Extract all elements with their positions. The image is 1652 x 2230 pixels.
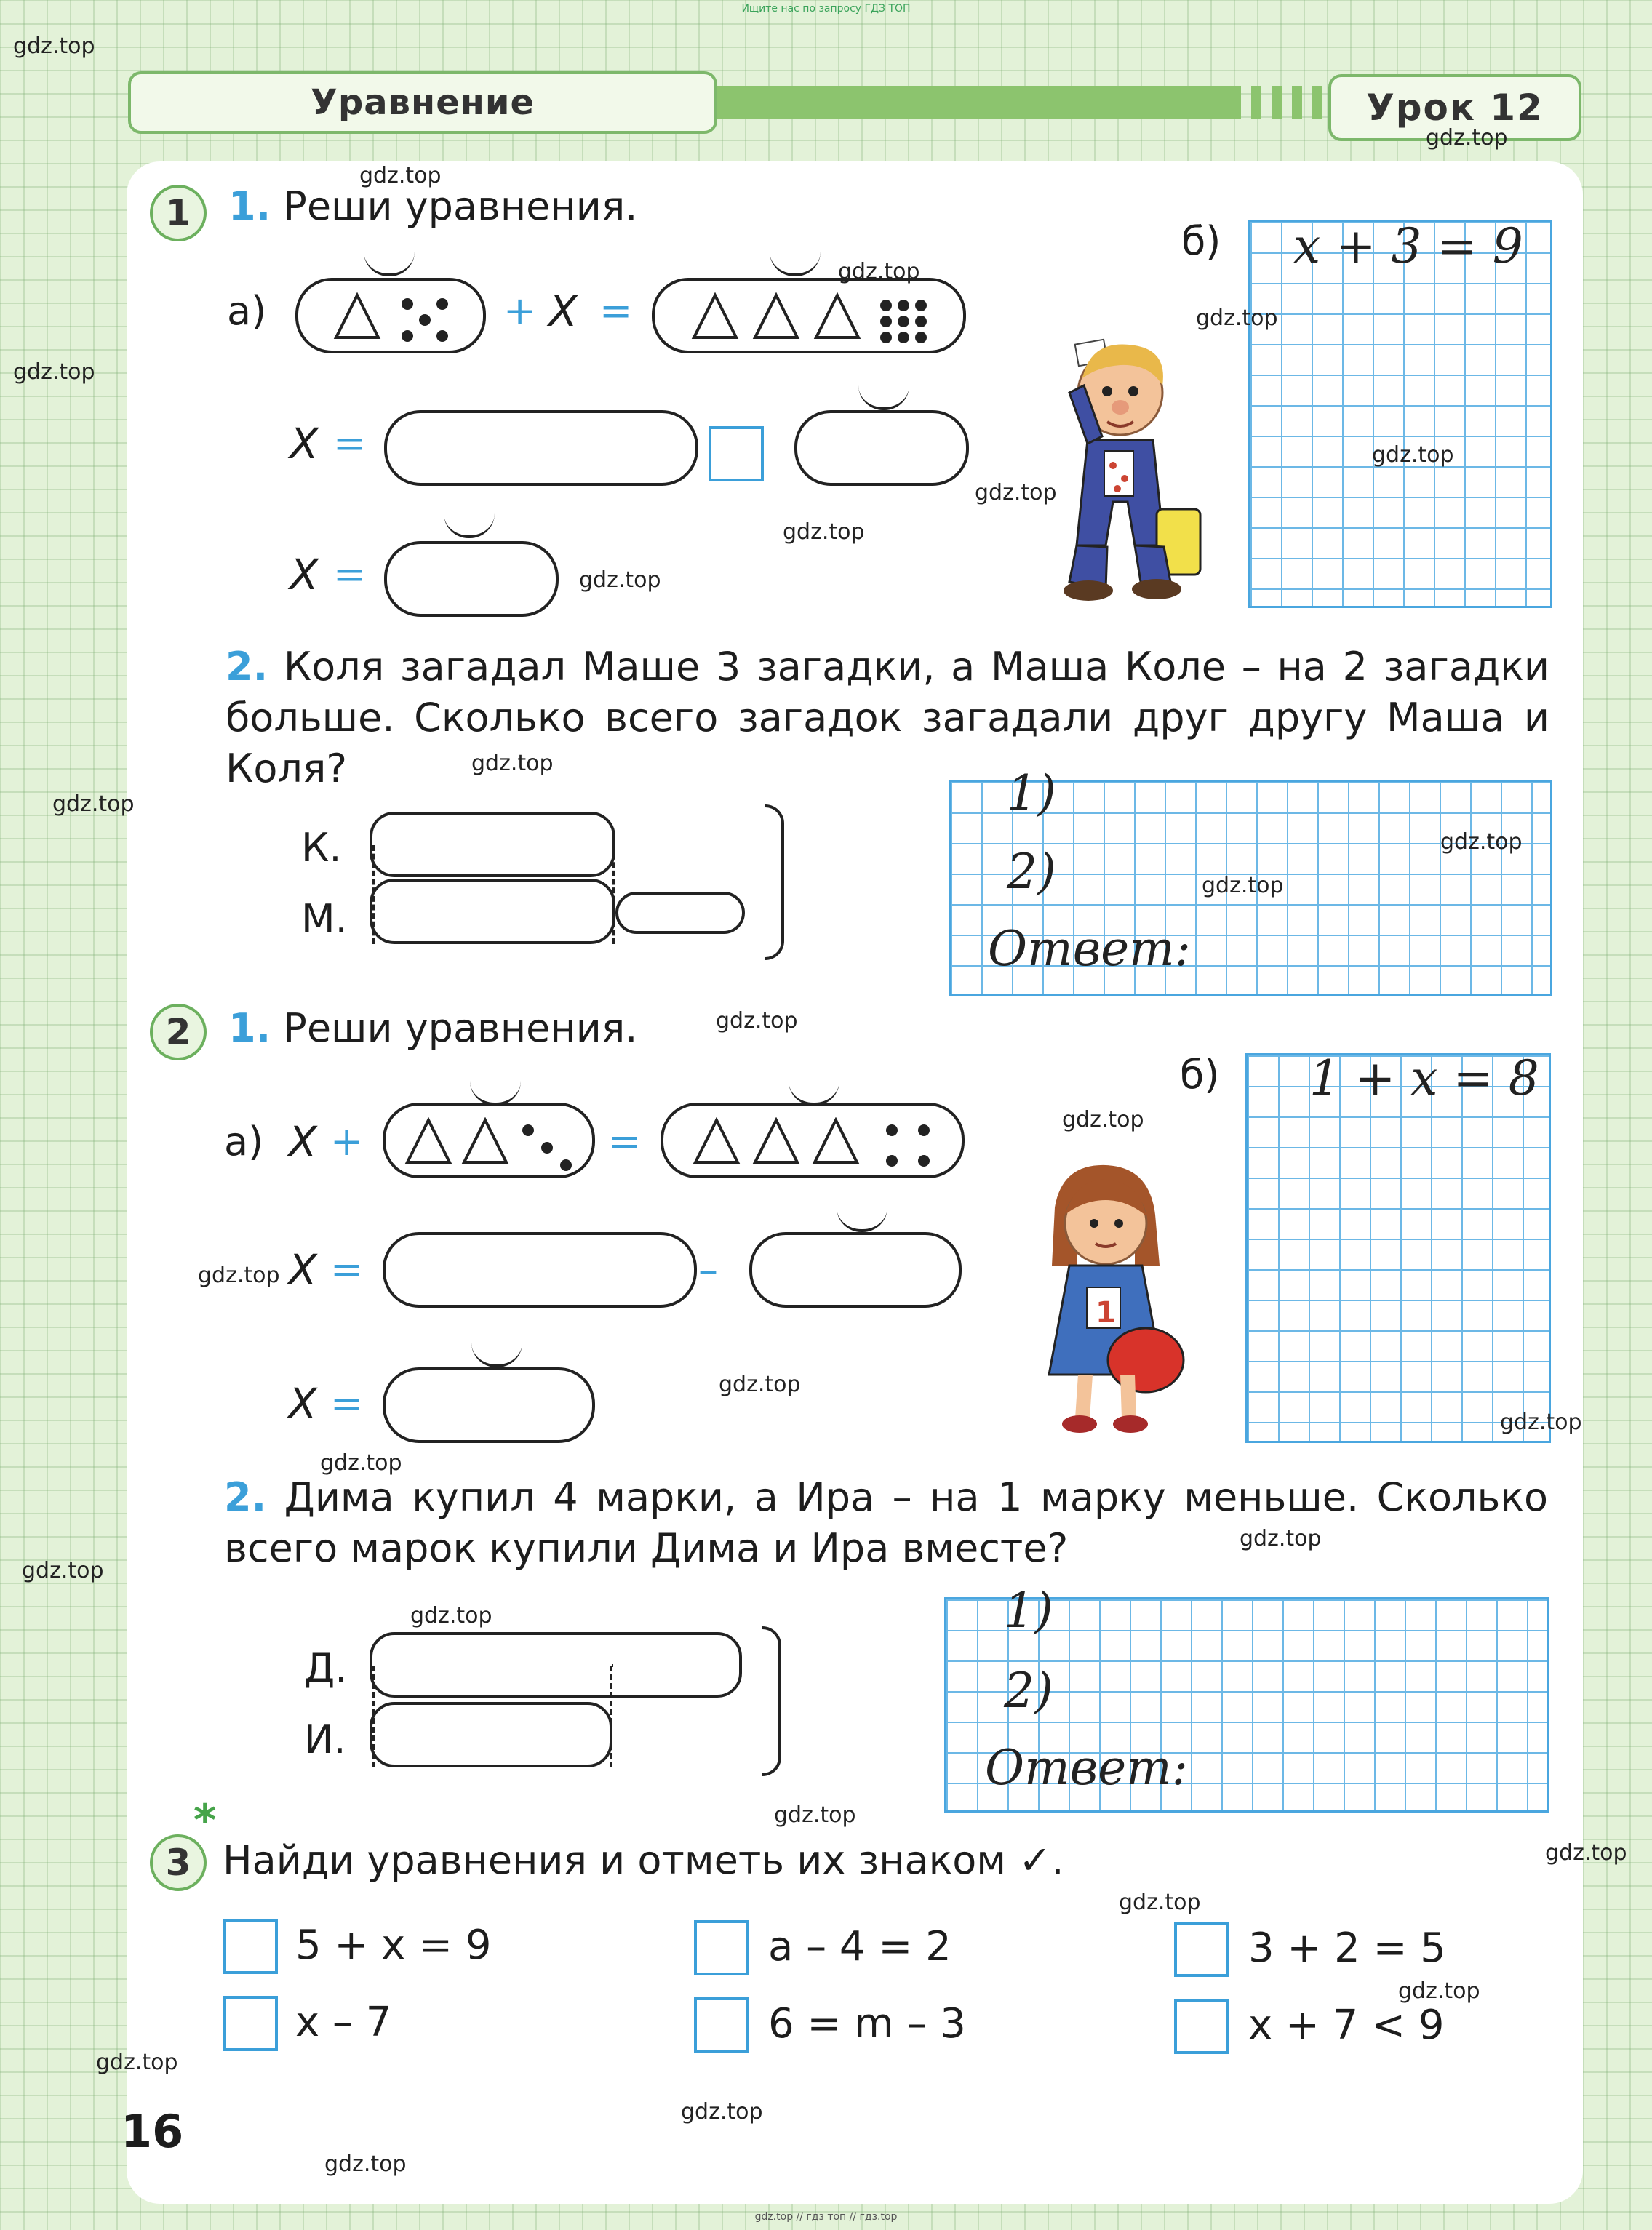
task-text: Реши уравнения.	[283, 183, 638, 229]
header-stripe	[1292, 86, 1302, 119]
equation-checkbox[interactable]	[223, 1919, 278, 1974]
equation-checkbox[interactable]	[223, 1996, 278, 2051]
dot	[402, 298, 413, 310]
bar-label-masha: М.	[301, 896, 348, 942]
topic-title: Уравнение	[128, 71, 717, 134]
watermark: gdz.top	[1240, 1526, 1322, 1551]
svg-text:1: 1	[1096, 1296, 1116, 1330]
equation-option: a – 4 = 2	[768, 1923, 951, 1970]
watermark: gdz.top	[22, 1558, 104, 1583]
equation-checkbox[interactable]	[694, 1997, 749, 2053]
equation-option: 5 + x = 9	[295, 1922, 492, 1969]
watermark: gdz.top	[471, 751, 554, 776]
watermark: gdz.top	[1062, 1107, 1144, 1132]
handwritten-equation: 𝑥 + 3 = 9	[1293, 218, 1523, 274]
bar-segment	[370, 1632, 742, 1698]
dot	[880, 332, 892, 343]
dot	[880, 316, 892, 327]
answer-step-1: 1)	[1004, 1583, 1053, 1639]
bar-label-kolya: К.	[301, 825, 342, 871]
section-3-instruction: Найди уравнения и отметь их знаком ✓.	[223, 1837, 1064, 1883]
dashed-divider	[612, 845, 615, 944]
bar-label-dima: Д.	[304, 1645, 348, 1691]
watermark: gdz.top	[579, 567, 661, 593]
part-b-label: б)	[1180, 1052, 1220, 1098]
task-text: Реши уравнения.	[283, 1005, 638, 1051]
equation-checkbox[interactable]	[1174, 1922, 1229, 1977]
dot	[880, 300, 892, 311]
watermark: gdz.top	[13, 359, 95, 385]
triangle-icon	[333, 292, 381, 340]
watermark: gdz.top	[1398, 1978, 1480, 2004]
dot	[560, 1159, 572, 1171]
task-number: 2.	[226, 644, 268, 690]
equals-sign: =	[599, 288, 633, 334]
lesson-label: Урок 12	[1328, 74, 1581, 141]
header-band	[717, 86, 1241, 119]
variable-x: X	[288, 1117, 317, 1167]
equation-checkbox[interactable]	[694, 1920, 749, 1975]
dot	[898, 316, 909, 327]
equation-option: 6 = m – 3	[768, 2000, 966, 2047]
plus-sign: +	[330, 1119, 364, 1164]
dashed-divider	[372, 845, 375, 944]
answer-pill[interactable]	[384, 410, 698, 486]
variable-x: X	[288, 1245, 317, 1295]
dot	[918, 1124, 930, 1136]
triangle-icon	[812, 1117, 860, 1165]
watermark: gdz.top	[719, 1372, 801, 1397]
triangle-icon	[461, 1117, 509, 1165]
watermark: gdz.top	[410, 1603, 492, 1628]
watermark: gdz.top	[1500, 1410, 1582, 1435]
watermark: gdz.top	[359, 163, 442, 188]
triangle-icon	[693, 1117, 741, 1165]
dot	[886, 1124, 898, 1136]
watermark: gdz.top	[1545, 1840, 1627, 1866]
plus-sign: +	[503, 288, 537, 334]
header-stripe	[1312, 86, 1322, 119]
watermark: gdz.top	[96, 2050, 178, 2075]
section-1-task-2	[226, 642, 1549, 794]
bar-segment	[370, 879, 615, 944]
variable-x: X	[290, 419, 319, 468]
dot	[402, 330, 413, 342]
minus-sign: –	[698, 1247, 718, 1292]
part-a-label: а)	[224, 1119, 264, 1164]
dot	[886, 1155, 898, 1167]
dot	[522, 1124, 534, 1136]
dot	[898, 332, 909, 343]
answer-label: Ответ:	[985, 1740, 1188, 1796]
equation-option: x + 7 < 9	[1248, 2002, 1445, 2049]
dot	[915, 316, 927, 327]
bar-mark	[612, 1664, 613, 1667]
section-2-task-2	[224, 1472, 1548, 1574]
boy-illustration	[1048, 305, 1222, 611]
bar-segment	[370, 812, 615, 877]
header-stripe	[1272, 86, 1282, 119]
triangle-icon	[752, 1117, 800, 1165]
watermark: gdz.top	[1372, 442, 1454, 468]
dot	[436, 330, 448, 342]
task-number: 2.	[224, 1474, 267, 1520]
bar-segment	[370, 1702, 612, 1767]
triangle-icon	[404, 1117, 452, 1165]
answer-pill[interactable]	[749, 1232, 962, 1308]
task-text: Коля загадал Маше 3 загадки, а Маша Коле – на 2 загадки больше. Сколько всего загадок загадали друг другу Маша и Коля?	[226, 644, 1549, 791]
page-number: 16	[121, 2105, 184, 2158]
sum-brace	[762, 1626, 781, 1776]
part-b-label: б)	[1181, 218, 1221, 264]
triangle-icon	[752, 292, 800, 340]
dot	[898, 300, 909, 311]
watermark: gdz.top	[1440, 829, 1523, 855]
dot	[419, 314, 431, 326]
answer-step-2: 2)	[1004, 1663, 1053, 1719]
equation-option: 3 + 2 = 5	[1248, 1925, 1446, 1972]
equation-pill	[295, 278, 486, 353]
top-hint: Ищите нас по запросу ГДЗ ТОП	[741, 3, 911, 15]
section-1-task-1	[228, 183, 637, 229]
watermark: gdz.top	[783, 519, 865, 545]
handwritten-equation: 1 + 𝑥 = 8	[1309, 1050, 1539, 1106]
watermark: gdz.top	[320, 1450, 402, 1476]
girl-illustration	[1026, 1156, 1193, 1440]
bar-extension	[615, 892, 745, 934]
operator-box[interactable]	[709, 426, 764, 481]
answer-grid[interactable]	[1245, 1053, 1551, 1443]
dot	[436, 298, 448, 310]
answer-grid[interactable]	[1248, 220, 1552, 608]
section-1-badge: 1	[150, 185, 207, 241]
triangle-icon	[813, 292, 861, 340]
answer-pill[interactable]	[383, 1232, 697, 1308]
watermark: gdz.top	[1119, 1890, 1201, 1915]
dashed-divider	[372, 1666, 375, 1767]
watermark: gdz.top	[52, 791, 135, 817]
watermark: gdz.top	[716, 1008, 798, 1034]
watermark: gdz.top	[681, 2099, 763, 2125]
star-icon: *	[193, 1795, 217, 1846]
section-3-badge: 3	[150, 1834, 207, 1891]
equation-option: x – 7	[295, 1999, 392, 2046]
answer-pill[interactable]	[383, 1367, 595, 1443]
dot	[915, 300, 927, 311]
part-a-label: а)	[227, 288, 267, 334]
watermark: gdz.top	[1426, 125, 1508, 151]
footer-hint: gdz.top // гдз топ // гдз.top	[754, 2211, 898, 2223]
equals-sign: =	[333, 420, 367, 466]
variable-x: X	[288, 1379, 317, 1428]
equals-sign: =	[608, 1119, 642, 1164]
watermark: gdz.top	[774, 1802, 856, 1828]
answer-step-2: 2)	[1007, 844, 1056, 900]
answer-pill[interactable]	[794, 410, 969, 486]
bar-label-ira: И.	[304, 1717, 346, 1762]
equation-checkbox[interactable]	[1174, 1999, 1229, 2054]
dot	[918, 1155, 930, 1167]
answer-step-1: 1)	[1007, 765, 1056, 821]
watermark: gdz.top	[1202, 873, 1284, 898]
equals-sign: =	[333, 551, 367, 597]
section-2-task-1	[228, 1005, 637, 1051]
dashed-divider	[610, 1666, 612, 1767]
watermark: gdz.top	[1196, 305, 1278, 331]
watermark: gdz.top	[975, 480, 1057, 505]
watermark: gdz.top	[838, 259, 920, 284]
watermark: gdz.top	[13, 33, 95, 59]
variable-x: X	[548, 287, 578, 336]
answer-pill[interactable]	[384, 541, 559, 617]
task-text: Дима купил 4 марки, а Ира – на 1 марку меньше. Сколько всего марок купили Дима и Ира вместе?	[224, 1474, 1549, 1571]
triangle-icon	[691, 292, 739, 340]
dot	[915, 332, 927, 343]
equals-sign: =	[330, 1380, 364, 1426]
task-number: 1.	[228, 1005, 271, 1051]
equals-sign: =	[330, 1247, 364, 1292]
header-stripe	[1251, 86, 1261, 119]
sum-brace	[765, 804, 784, 960]
task-number: 1.	[228, 183, 271, 229]
watermark: gdz.top	[324, 2151, 407, 2177]
dot	[541, 1142, 553, 1154]
section-2-badge: 2	[150, 1004, 207, 1060]
watermark: gdz.top	[198, 1263, 280, 1288]
variable-x: X	[290, 550, 319, 599]
answer-label: Ответ:	[988, 921, 1191, 977]
